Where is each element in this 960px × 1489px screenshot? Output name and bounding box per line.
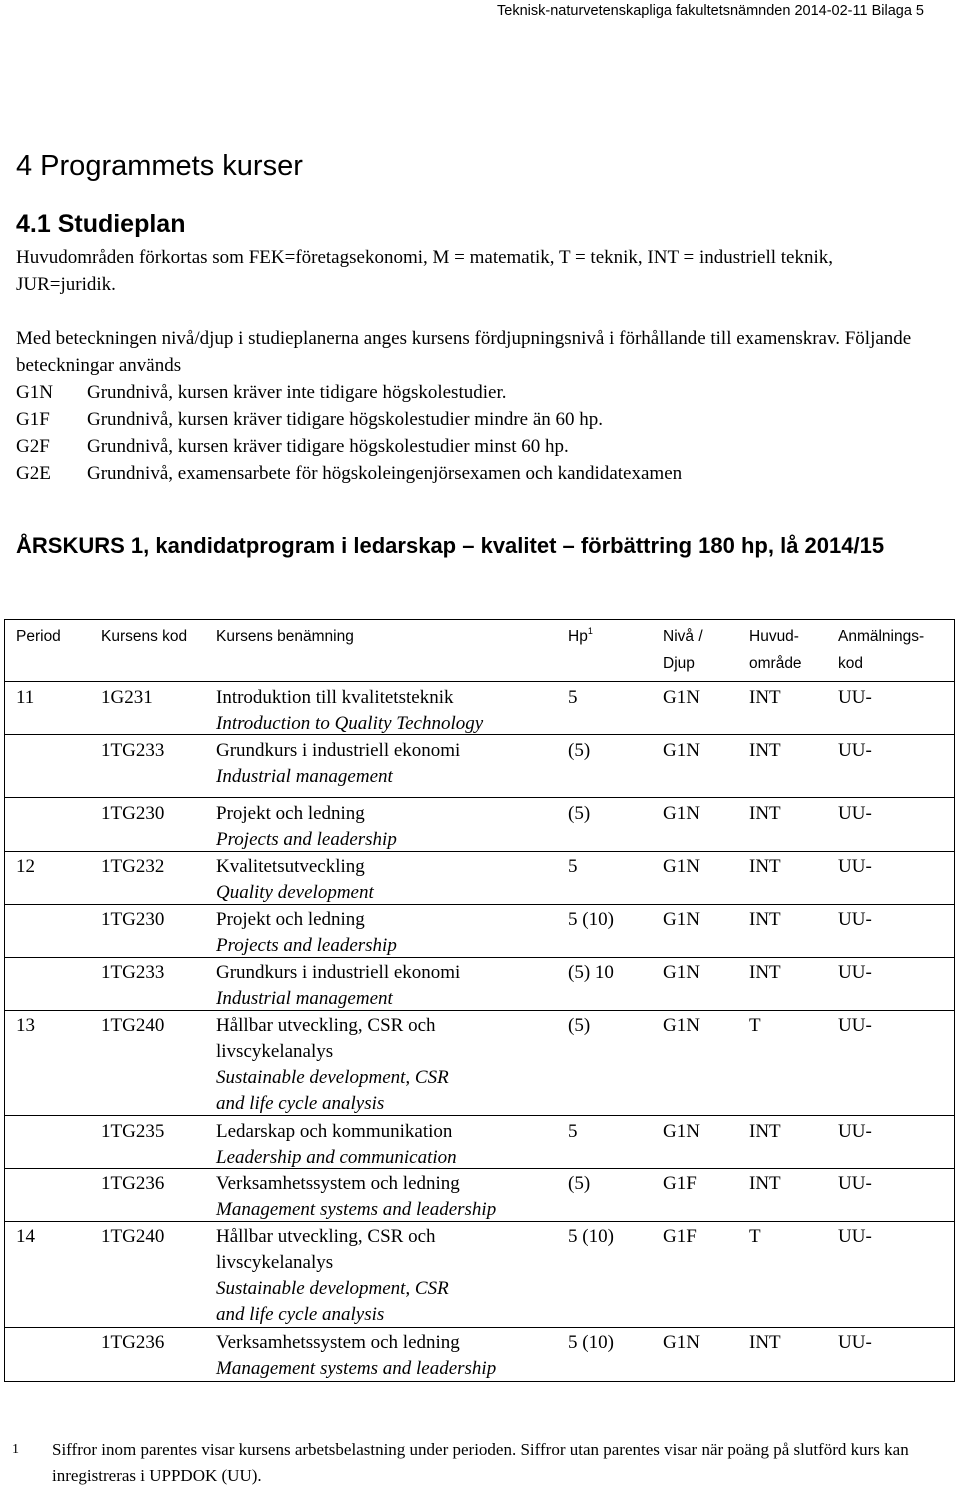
row-divider xyxy=(5,734,954,735)
course-level: G1F xyxy=(663,1226,697,1247)
course-code: 1TG240 xyxy=(101,1226,165,1247)
course-code: 1TG232 xyxy=(101,856,165,877)
course-name-en: Sustainable development, CSR xyxy=(216,1067,449,1088)
course-name-sv: Projekt och ledning xyxy=(216,803,365,824)
course-name-sv: Hållbar utveckling, CSR och xyxy=(216,1015,436,1036)
header-period: Period xyxy=(16,628,61,645)
course-level: G1N xyxy=(663,687,700,708)
course-name-en: Projects and leadership xyxy=(216,829,397,850)
course-name-sv: Grundkurs i industriell ekonomi xyxy=(216,740,461,761)
level-description: Grundnivå, examensarbete för högskoleingenjörsexamen och kandidatexamen xyxy=(87,463,683,484)
course-registration-code: UU- xyxy=(838,856,872,877)
course-code: 1TG233 xyxy=(101,962,165,983)
year-heading: ÅRSKURS 1, kandidatprogram i ledarskap – kvalitet – förbättring 180 hp, lå 2014/15 xyxy=(16,533,885,558)
level-description: Grundnivå, kursen kräver inte tidigare högskolestudier. xyxy=(87,382,507,403)
course-main-area: T xyxy=(749,1226,761,1247)
row-divider xyxy=(5,1221,954,1222)
course-period: 14 xyxy=(16,1226,35,1247)
course-name-sv: Ledarskap och kommunikation xyxy=(216,1121,453,1142)
course-name-en-line2: and life cycle analysis xyxy=(216,1093,385,1114)
header-hp-label: Hp xyxy=(568,628,588,645)
course-hp: 5 (10) xyxy=(568,1226,614,1247)
course-level: G1N xyxy=(663,803,700,824)
header-course-name: Kursens benämning xyxy=(216,628,354,645)
row-divider xyxy=(5,1168,954,1169)
section-title: 4 Programmets kurser xyxy=(16,150,303,182)
course-name-en-line2: and life cycle analysis xyxy=(216,1304,385,1325)
course-level: G1N xyxy=(663,1332,700,1353)
level-intro-paragraph: Med beteckningen nivå/djup i studieplanerna anges kursens fördjupningsnivå i förhållande till examenskrav. Följande beteckningar används xyxy=(16,328,912,376)
footnote-number: 1 xyxy=(12,1442,19,1457)
course-level: G1N xyxy=(663,909,700,930)
course-level: G1F xyxy=(663,1173,697,1194)
course-hp: (5) xyxy=(568,740,591,761)
header-course-code: Kursens kod xyxy=(101,628,188,645)
course-registration-code: UU- xyxy=(838,909,872,930)
course-name-sv-line2: livscykelanalys xyxy=(216,1041,334,1062)
row-divider xyxy=(5,851,954,852)
course-level: G1N xyxy=(663,740,700,761)
course-name-sv: Kvalitetsutveckling xyxy=(216,856,365,877)
course-hp: 5 (10) xyxy=(568,1332,614,1353)
course-registration-code: UU- xyxy=(838,1332,872,1353)
course-main-area: INT xyxy=(749,1173,781,1194)
level-code: G2F xyxy=(16,436,50,457)
course-hp: (5) xyxy=(568,1173,591,1194)
course-name-en: Management systems and leadership xyxy=(216,1199,497,1220)
course-code: 1TG230 xyxy=(101,803,165,824)
subsection-title: 4.1 Studieplan xyxy=(16,210,186,238)
abbreviation-paragraph: Huvudområden förkortas som FEK=företagsekonomi, M = matematik, T = teknik, INT = industriell teknik, JUR=juridik. xyxy=(16,247,833,295)
course-hp: (5) 10 xyxy=(568,962,614,983)
course-table xyxy=(4,619,955,1382)
header-hp xyxy=(568,628,593,646)
course-name-sv: Verksamhetssystem och ledning xyxy=(216,1173,460,1194)
header-area-line1: Huvud- xyxy=(749,628,799,645)
course-hp: (5) xyxy=(568,803,591,824)
course-registration-code: UU- xyxy=(838,962,872,983)
course-name-en: Quality development xyxy=(216,882,374,903)
course-name-en: Leadership and communication xyxy=(216,1147,457,1168)
course-main-area: INT xyxy=(749,1121,781,1142)
course-name-en: Projects and leadership xyxy=(216,935,397,956)
course-name-sv: Introduktion till kvalitetsteknik xyxy=(216,687,454,708)
row-divider xyxy=(5,1010,954,1011)
course-main-area: T xyxy=(749,1015,761,1036)
footnote-marker: 1 xyxy=(587,626,593,636)
course-name-sv: Projekt och ledning xyxy=(216,909,365,930)
course-main-area: INT xyxy=(749,803,781,824)
course-code: 1TG233 xyxy=(101,740,165,761)
row-divider xyxy=(5,797,954,798)
header-registration-line1: Anmälnings- xyxy=(838,628,925,645)
level-code: G1N xyxy=(16,382,53,403)
course-period: 12 xyxy=(16,856,35,877)
course-code: 1G231 xyxy=(101,687,153,708)
row-divider xyxy=(5,1327,954,1328)
footnote-text: Siffror inom parentes visar kursens arbetsbelastning under perioden. Siffror utan parentes visar när poäng på slutförd kurs kan inregistreras i UPPDOK (UU). xyxy=(52,1440,909,1485)
course-level: G1N xyxy=(663,1015,700,1036)
course-name-en: Management systems and leadership xyxy=(216,1358,497,1379)
header-area-line2: område xyxy=(749,655,802,672)
course-registration-code: UU- xyxy=(838,803,872,824)
course-level: G1N xyxy=(663,1121,700,1142)
course-registration-code: UU- xyxy=(838,1015,872,1036)
course-name-en: Industrial management xyxy=(216,988,393,1009)
row-divider xyxy=(5,681,954,682)
course-hp: (5) xyxy=(568,1015,591,1036)
course-period: 13 xyxy=(16,1015,35,1036)
level-description: Grundnivå, kursen kräver tidigare högskolestudier minst 60 hp. xyxy=(87,436,569,457)
course-code: 1TG230 xyxy=(101,909,165,930)
course-main-area: INT xyxy=(749,962,781,983)
header-registration-line2: kod xyxy=(838,655,863,672)
course-registration-code: UU- xyxy=(838,1173,872,1194)
course-hp: 5 xyxy=(568,856,578,877)
level-code: G2E xyxy=(16,463,51,484)
course-main-area: INT xyxy=(749,687,781,708)
course-level: G1N xyxy=(663,856,700,877)
course-name-en: Introduction to Quality Technology xyxy=(216,713,484,734)
course-registration-code: UU- xyxy=(838,1226,872,1247)
level-code: G1F xyxy=(16,409,50,430)
course-name-en: Sustainable development, CSR xyxy=(216,1278,449,1299)
level-description: Grundnivå, kursen kräver tidigare högskolestudier mindre än 60 hp. xyxy=(87,409,604,430)
course-name-en: Industrial management xyxy=(216,766,393,787)
page-header: Teknisk-naturvetenskapliga fakultetsnämnden 2014-02-11 Bilaga 5 xyxy=(497,3,924,19)
course-period: 11 xyxy=(16,687,35,708)
header-level-line2: Djup xyxy=(663,655,695,672)
course-code: 1TG240 xyxy=(101,1015,165,1036)
course-name-sv: Verksamhetssystem och ledning xyxy=(216,1332,460,1353)
course-code: 1TG236 xyxy=(101,1173,165,1194)
course-main-area: INT xyxy=(749,740,781,761)
course-level: G1N xyxy=(663,962,700,983)
course-main-area: INT xyxy=(749,1332,781,1353)
row-divider xyxy=(5,957,954,958)
course-main-area: INT xyxy=(749,856,781,877)
course-hp: 5 xyxy=(568,1121,578,1142)
row-divider xyxy=(5,1115,954,1116)
course-registration-code: UU- xyxy=(838,1121,872,1142)
course-registration-code: UU- xyxy=(838,740,872,761)
course-name-sv: Hållbar utveckling, CSR och xyxy=(216,1226,436,1247)
course-hp: 5 xyxy=(568,687,578,708)
header-level-line1: Nivå / xyxy=(663,628,703,645)
course-registration-code: UU- xyxy=(838,687,872,708)
course-hp: 5 (10) xyxy=(568,909,614,930)
course-code: 1TG235 xyxy=(101,1121,165,1142)
course-name-sv-line2: livscykelanalys xyxy=(216,1252,334,1273)
course-code: 1TG236 xyxy=(101,1332,165,1353)
course-name-sv: Grundkurs i industriell ekonomi xyxy=(216,962,461,983)
course-main-area: INT xyxy=(749,909,781,930)
row-divider xyxy=(5,904,954,905)
